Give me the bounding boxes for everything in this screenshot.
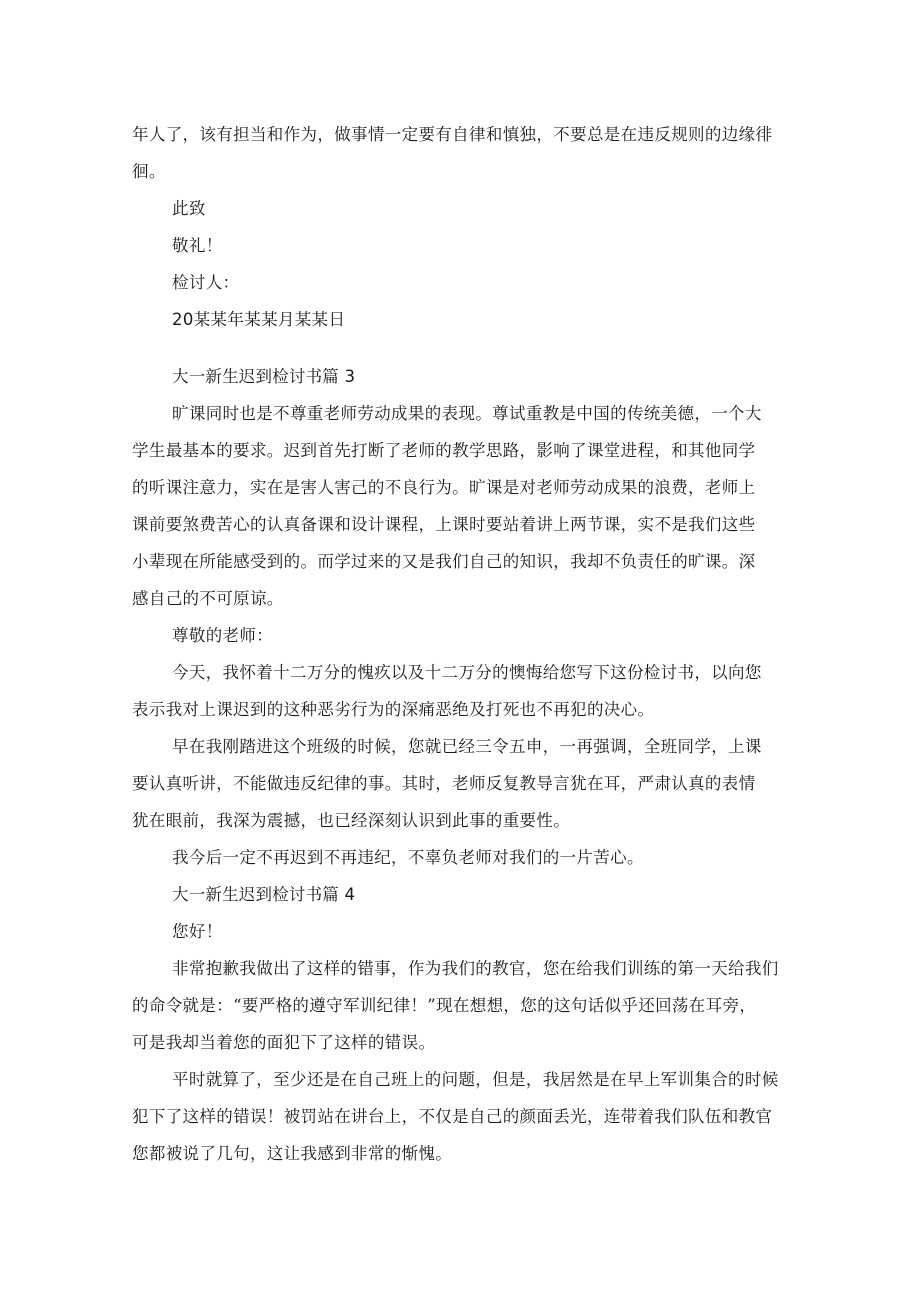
paragraph-line: 我今后一定不再迟到不再违纪，不辜负老师对我们的一片苦心。 [172,848,644,867]
section-3-title: 大一新生迟到检讨书篇 3 [172,367,356,386]
paragraph-line: 学生最基本的要求。迟到首先打断了老师的教学思路，影响了课堂进程，和其他同学 [132,441,756,460]
paragraph-line: 要认真听讲，不能做违反纪律的事。其时，老师反复教导言犹在耳，严肃认真的表情 [132,774,756,793]
paragraph-line: 可是我却当着您的面犯下了这样的错误。 [132,1033,436,1052]
paragraph-line: 犹在眼前，我深为震撼，也已经深刻认识到此事的重要性。 [132,811,571,830]
paragraph-line: 早在我刚踏进这个班级的时候，您就已经三令五申，一再强调，全班同学，上课 [172,737,762,756]
closing-text: 此致 [172,199,206,218]
paragraph-line: 非常抱歉我做出了这样的错事，作为我们的教官，您在给我们训练的第一天给我们 [172,959,779,978]
paragraph-line: 您都被说了几句，这让我感到非常的惭愧。 [132,1144,453,1163]
paragraph-line: 犯下了这样的错误！被罚站在讲台上，不仅是自己的颜面丢光，连带着我们队伍和教官 [132,1107,773,1126]
salute-text: 敬礼！ [172,236,223,255]
date-text: 20某某年某某月某某日 [172,310,346,329]
signer-label: 检讨人： [172,273,240,292]
salutation-line: 尊敬的老师： [172,626,274,645]
spacer [132,344,782,364]
paragraph-line: 旷课同时也是不尊重老师劳动成果的表现。尊试重教是中国的传统美德，一个大 [172,404,762,423]
document-page [132,122,782,1178]
paragraph-line: 平时就算了，至少还是在自己班上的问题，但是，我居然是在早上军训集合的时候 [172,1070,779,1089]
section-4-title: 大一新生迟到检讨书篇 4 [172,885,356,904]
greeting-line: 您好！ [172,922,223,941]
paragraph-line: 感自己的不可原谅。 [132,589,284,608]
paragraph-line: 表示我对上课迟到的这种恶劣行为的深痛恶绝及打死也不再犯的决心。 [132,700,655,719]
paragraph-line: 今天，我怀着十二万分的愧疚以及十二万分的懊悔给您写下这份检讨书，以向您 [172,663,762,682]
paragraph-line: 课前要煞费苦心的认真备课和设计课程，上课时要站着讲上两节课，实不是我们这些 [132,515,756,534]
paragraph-line: 的命令就是：“要严格的遵守军训纪律！”现在想想，您的这句话似乎还回荡在耳旁， [132,996,757,1015]
paragraph-line: 的听课注意力，实在是害人害己的不良行为。旷课是对老师劳动成果的浪费，老师上 [132,478,756,497]
paragraph-line: 徊。 [132,162,166,181]
paragraph-line: 小辈现在所能感受到的。而学过来的又是我们自己的知识，我却不负责任的旷课。深 [132,552,756,571]
paragraph-line: 年人了，该有担当和作为，做事情一定要有自律和慎独，不要总是在违反规则的边缘徘 [132,125,773,144]
